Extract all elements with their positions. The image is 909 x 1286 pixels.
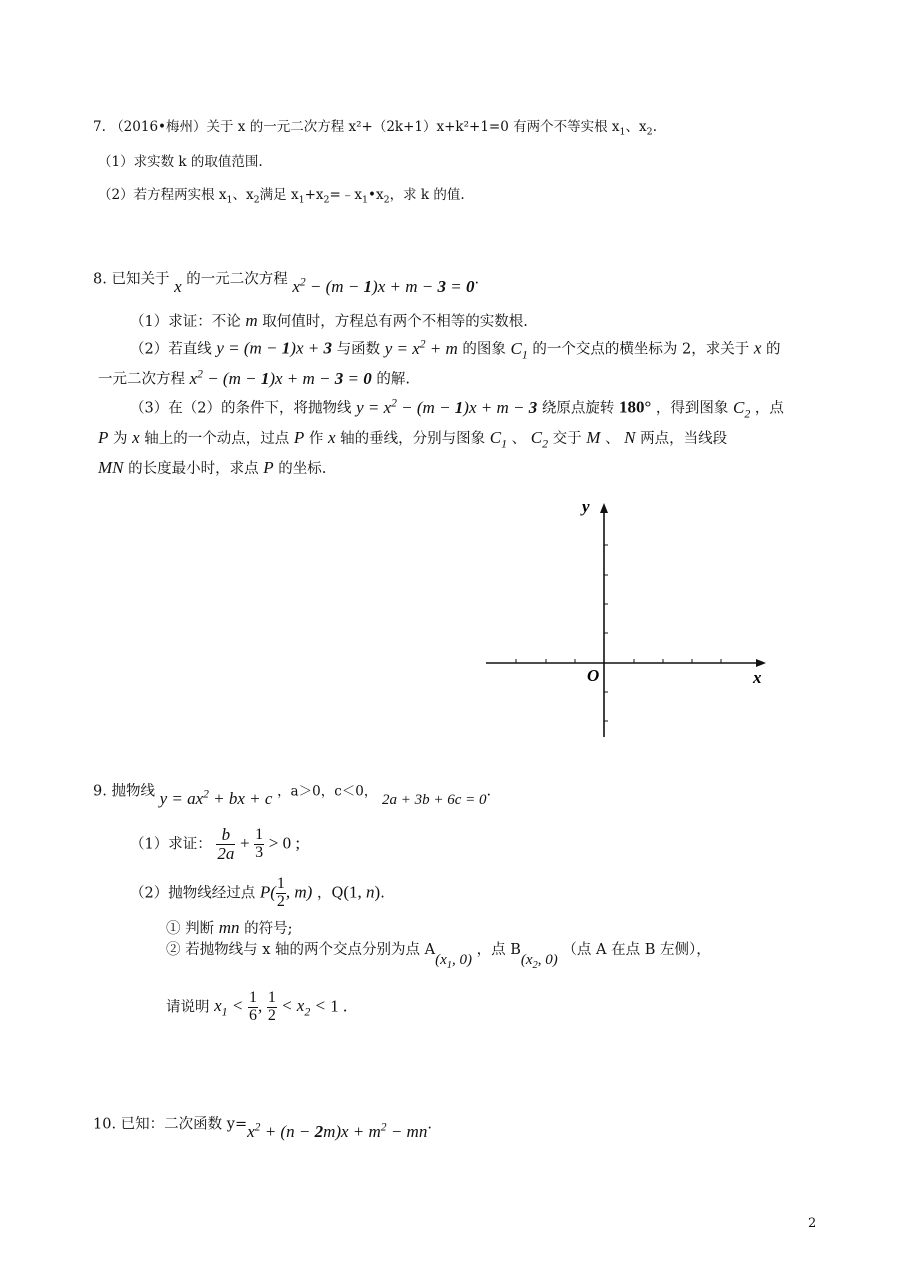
q8-p3-text-k: 、 <box>605 431 620 447</box>
q8-p3-text-h: 轴的垂线，分别与图象 <box>340 431 486 447</box>
q8-p3-text-a: （3）在（2）的条件下，将抛物线 <box>130 400 352 417</box>
q9-text-2: ，a＞0，c＜0， <box>277 783 378 800</box>
q7-stem-text: 关于 x 的一元二次方程 x²+（2k+1）x+k²+1=0 有两个不等实根 x <box>206 119 620 135</box>
q9-s2-text: ② 若抛物线与 x 轴的两个交点分别为点 A <box>166 942 436 958</box>
q9-s3-text: 请说明 <box>166 999 210 1016</box>
q8-p3-text-f: 轴上的一个动点，过点 <box>144 431 290 447</box>
q8-part-2-cont: 一元二次方程 $x^2 - (m - 1)x + m - 3 = 0$ 的解. <box>98 367 410 388</box>
q9-p1-text: （1）求证： <box>130 836 212 853</box>
q8-equation: $x^2 - (m - 1)x + m - 3 = 0$ <box>292 275 475 296</box>
q9-text-1: 抛物线 <box>111 783 155 800</box>
q8-part-3-cont-1: P 为 x 轴上的一个动点，过点 P 作 x 轴的垂线，分别与图象 $C_1$ 、 $C_2$ 交于 M 、 N 两点，当线段 <box>98 428 728 451</box>
q8-p1-text-2: 取何值时，方程总有两个不相等的实数根. <box>262 314 528 330</box>
q9-sub-3: 请说明 $x_1$ < $\frac{1}{6}$ , $\frac{1}{2}$ < $x_2 < 1$ . <box>166 989 348 1024</box>
q9-part-2: （2）抛物线经过点 P( $\frac{1}{2}$ , m) ，Q(1, n). <box>130 875 385 910</box>
q8-p2-text-e: 的 <box>766 341 781 358</box>
q7-stem: 7. （2016•梅州）关于 x 的一元二次方程 x²+（2k+1）x+k²+1=0 有两个不等实根 $x_1$、$x_2$. <box>93 119 657 138</box>
q8-part-3: （3）在（2）的条件下，将抛物线 $y = x^2 - (m - 1)x + m - 3$ 绕原点旋转 180° ，得到图象 $C_2$ ，点 <box>130 396 784 421</box>
q9-p2-text-b: ，Q <box>316 885 344 902</box>
q8-p2-text-b: 与函数 <box>336 341 381 358</box>
q8-part-3-cont-2: MN 的长度最小时，求点 P 的坐标. <box>98 458 327 477</box>
q8-p3-text-b: 绕原点旋转 <box>541 400 615 417</box>
q8-p1-text: （1）求证：不论 <box>130 314 241 330</box>
q8-p3-text-j: 交于 <box>552 431 582 447</box>
q9-s1-text: ① 判断 <box>166 921 215 937</box>
q8-stem: 8. 已知关于 x 的一元二次方程 $x^2 - (m - 1)x + m - 3 = 0$. <box>93 271 480 296</box>
q9-p2-text: （2）抛物线经过点 <box>130 885 256 902</box>
q8-p2-text-d: 的一个交点的横坐标为 2，求关于 <box>532 341 750 358</box>
q7-source: （2016•梅州） <box>110 119 207 135</box>
coordinate-axes-figure <box>480 495 770 740</box>
q8-p3-text-n: 的坐标. <box>278 461 327 477</box>
q9-s2-text-c: （点 A 在点 B 左侧）， <box>562 942 711 958</box>
q10-stem: 10. 已知：二次函数 $y=x^2 + (n - 2m)x + m^2$ − mn. <box>93 1116 432 1141</box>
q9-part-1: （1）求证： $\frac{b}{2a}$ + $\frac{1}{3}$ > 0 ; <box>130 825 301 863</box>
q7-p2-text: （2）若方程两实根 x <box>98 187 227 203</box>
q8-text-1: 已知关于 <box>111 271 170 288</box>
q7-stem-sep: 、x <box>625 119 647 135</box>
y-axis-label: y <box>582 497 590 516</box>
q8-p3-text-m: 的长度最小时，求点 <box>128 461 259 477</box>
origin-label: O <box>587 666 600 685</box>
x-axis-arrow <box>756 659 766 667</box>
q7-p2-dot: •x <box>367 187 384 203</box>
q8-text-2: 的一元二次方程 <box>186 271 288 288</box>
q8-p3-text-c: ，得到图象 <box>655 400 729 417</box>
q7-p2-sep: 、x <box>232 187 254 203</box>
page-number: 2 <box>808 1216 817 1231</box>
q8-p2-text-c: 的图象 <box>462 341 506 358</box>
q8-number: 8. <box>93 271 107 288</box>
q8-p2-text-f: 一元二次方程 <box>98 371 185 388</box>
q8-part-2: （2）若直线 y = (m − 1)x + 3 与函数 $y = x^2 + m$ 的图象 $C_1$ 的一个交点的横坐标为 2，求关于 x 的 <box>130 337 781 362</box>
q8-p3-text-d: ，点 <box>754 400 784 417</box>
q7-part-2: （2）若方程两实根 $x_1$、$x_2$满足 $x_1+x_2=﹣x_1•x_2$，求 k 的值. <box>98 187 465 206</box>
q8-p2-text-g: 的解. <box>376 371 410 388</box>
q10-text: 已知：二次函数 y= <box>120 1116 248 1133</box>
y-axis-arrow <box>600 503 608 513</box>
q10-number: 10. <box>93 1116 117 1133</box>
q9-stem: 9. 抛物线 $y = ax^2$ + bx + c ，a＞0，c＜0， 2a + 3b + 6c = 0. <box>93 783 492 808</box>
q9-number: 9. <box>93 783 107 800</box>
q8-p3-text-g: 作 <box>308 431 324 447</box>
q7-p2-end: ，求 k 的值. <box>389 187 465 203</box>
q7-p2-cond: 满足 x <box>259 187 299 203</box>
q9-sub-2: ② 若抛物线与 x 轴的两个交点分别为点 $A(x_1$, 0) ，点 $B(x_2$, 0) （点 A 在点 B 左侧）， <box>166 942 711 971</box>
q9-sub-1: ① 判断 mn 的符号; <box>166 918 293 937</box>
q7-p2-plus: +x <box>304 187 324 203</box>
q7-stem-end: . <box>652 119 657 135</box>
q8-p3-text-e: 为 <box>113 431 128 447</box>
q7-number: 7. <box>93 119 106 135</box>
q7-p2-eq: =﹣x <box>329 187 362 203</box>
q7-part-1: （1）求实数 k 的取值范围. <box>98 154 263 170</box>
q8-p3-text-i: 、 <box>511 431 527 447</box>
q8-p2-text-a: （2）若直线 <box>130 341 212 358</box>
q9-s1-text-b: 的符号; <box>244 921 293 937</box>
q8-p3-text-l: 两点，当线段 <box>640 431 728 447</box>
q9-s2-text-b: ，点 B <box>476 942 521 958</box>
x-axis-label: x <box>753 668 762 687</box>
q8-part-1: （1）求证：不论 m 取何值时，方程总有两个不相等的实数根. <box>130 311 528 330</box>
